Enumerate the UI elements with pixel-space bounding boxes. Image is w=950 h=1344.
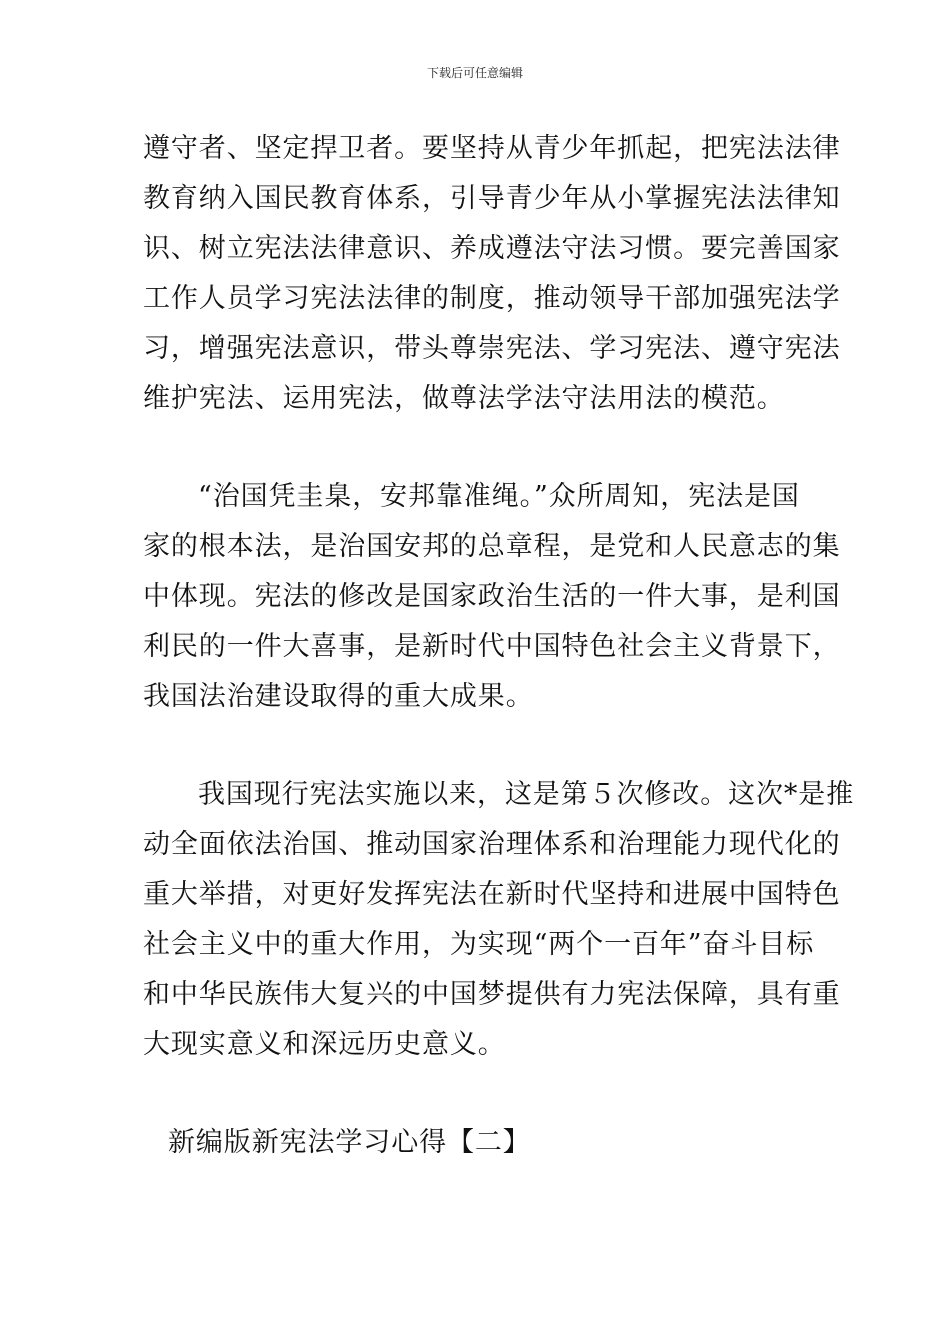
paragraph-2-line-3: 中体现。宪法的修改是国家政治生活的一件大事，是利国 [143, 581, 841, 612]
page-header: 下载后可任意编辑 [426, 66, 523, 80]
paragraph-1-line-5: 习，增强宪法意识，带头尊崇宪法、学习宪法、遵守宪法 [143, 333, 841, 364]
section-heading: 新编版新宪法学习心得【二】 [168, 1127, 531, 1158]
paragraph-1-line-4: 工作人员学习宪法法律的制度，推动领导干部加强宪法学 [143, 283, 841, 314]
paragraph-3-line-6: 大现实意义和深远历史意义。 [143, 1029, 506, 1060]
paragraph-2-line-4: 利民的一件大喜事，是新时代中国特色社会主义背景下， [143, 631, 841, 662]
paragraph-2-line-5: 我国法治建设取得的重大成果。 [143, 681, 534, 712]
paragraph-1-line-6: 维护宪法、运用宪法，做尊法学法守法用法的模范。 [143, 383, 785, 414]
paragraph-3-line-4: 社会主义中的重大作用，为实现“两个一百年”奋斗目标 [143, 929, 815, 960]
paragraph-1-line-1: 遵守者、坚定捍卫者。要坚持从青少年抓起，把宪法法律 [143, 133, 841, 164]
paragraph-3-line-2: 动全面依法治国、推动国家治理体系和治理能力现代化的 [143, 829, 841, 860]
paragraph-3-line-3: 重大举措，对更好发挥宪法在新时代坚持和进展中国特色 [143, 879, 841, 910]
paragraph-1-line-3: 识、树立宪法法律意识、养成遵法守法习惯。要完善国家 [143, 233, 841, 264]
paragraph-3-line-1: 我国现行宪法实施以来，这是第５次修改。这次*是推 [198, 779, 855, 810]
paragraph-3-line-5: 和中华民族伟大复兴的中国梦提供有力宪法保障，具有重 [143, 979, 841, 1010]
paragraph-2-line-1: “治国凭圭臬，安邦靠准绳。”众所周知，宪法是国 [198, 481, 800, 512]
paragraph-1-line-2: 教育纳入国民教育体系，引导青少年从小掌握宪法法律知 [143, 183, 841, 214]
paragraph-2-line-2: 家的根本法，是治国安邦的总章程，是党和人民意志的集 [143, 531, 841, 562]
